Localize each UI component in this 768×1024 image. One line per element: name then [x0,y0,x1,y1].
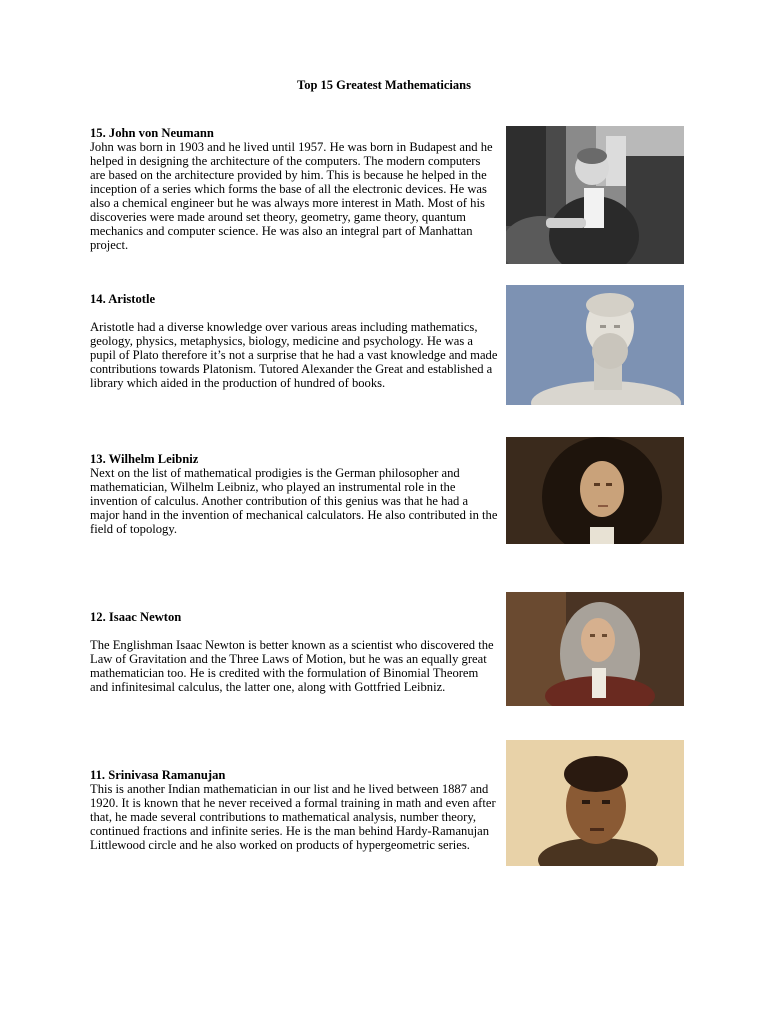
entry-ramanujan [90,768,498,852]
photo-aristotle [506,285,684,405]
photo-von-neumann [506,126,684,264]
entry-heading: 14. Aristotle [90,292,156,306]
photo-leibniz [506,437,684,544]
entry-newton [90,610,498,694]
entry-body: This is another Indian mathematician in our list and he lived between 1887 and 1920. It is known that he never received a formal training in math and even after that, he made several contributions to mathematical analysis, number theory, continued fractions and infinite series. He is the man behind Hardy-Ramanujan Littlewood circle and he also worked on products of hypergeometric series. [90,782,496,852]
entry-body: The Englishman Isaac Newton is better known as a scientist who discovered the Law of Gravitation and the Three Laws of Motion, but he was an equally great mathematician too. He is credited with the formulation of Binomial Theorem and infinitesimal calculus, the latter one, along with Gottfried Leibniz. [90,638,494,694]
entry-heading: 12. Isaac Newton [90,610,182,624]
entry-heading: 13. Wilhelm Leibniz [90,452,199,466]
entry-leibniz [90,452,498,536]
entry-von-neumann [90,126,498,252]
entry-body: Aristotle had a diverse knowledge over various areas including mathematics, geology, physics, metaphysics, biology, medicine and psychology. He was a pupil of Plato therefore it’s not a surprise that he had a vast knowledge and made contributions towards Platonism. Tutored Alexander the Great and established a library which aided in the production of hundred of books. [90,320,498,390]
entry-body: John was born in 1903 and he lived until 1957. He was born in Budapest and he helped in designing the architecture of the computers. The modern computers are based on the architecture provided by him. This is because he helped in the inception of a series which forms the base of all the electronic devices. He was also a chemical engineer but he was always more interest in Math. Most of his discoveries were made around set theory, geometry, game theory, quantum mechanics and computer science. He was also an integral part of Manhattan project. [90,140,493,252]
entry-body: Next on the list of mathematical prodigies is the German philosopher and mathematician, Wilhelm Leibniz, who played an instrumental role in the invention of calculus. Another contribution of this genius was that he had a major hand in the invention of mechanical calculators. He also contributed in the field of topology. [90,466,498,536]
photo-newton [506,592,684,706]
entry-heading: 15. John von Neumann [90,126,214,140]
entry-heading: 11. Srinivasa Ramanujan [90,768,226,782]
photo-ramanujan [506,740,684,866]
entry-aristotle [90,292,498,390]
document-title: Top 15 Greatest Mathematicians [297,78,471,92]
